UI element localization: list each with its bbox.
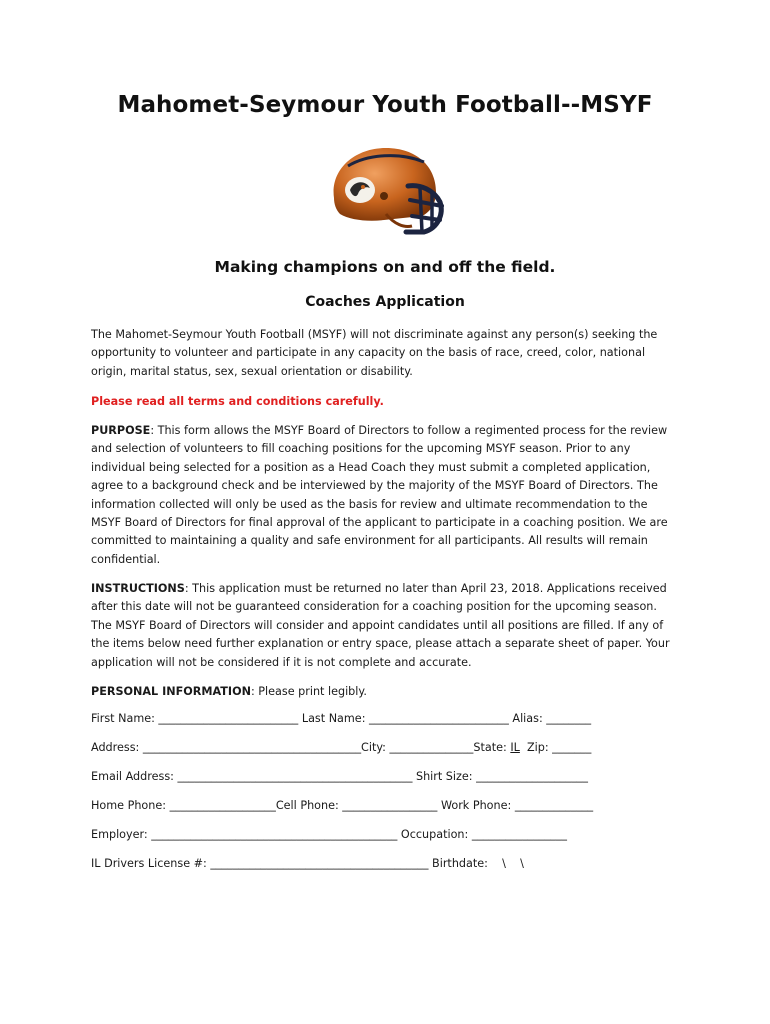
state-value: IL [510, 741, 520, 754]
purpose-paragraph [91, 422, 681, 569]
email-shirt-fields-row[interactable]: Email Address: __________________________________________ Shirt Size: ____________________ [91, 770, 588, 783]
nondiscrimination-paragraph: The Mahomet-Seymour Youth Football (MSYF) will not discriminate against any person(s) seeking the opportunity to volunteer and participate in any capacity on the basis of race, creed, color, national origin, marital status, sex, sexual orientation or disability. [91, 328, 658, 378]
instructions-label: INSTRUCTIONS [91, 582, 185, 595]
purpose-label: PURPOSE [91, 424, 151, 437]
form-subtitle: Coaches Application [305, 294, 465, 310]
personal-info-heading [91, 683, 681, 701]
personal-info-label: PERSONAL INFORMATION [91, 685, 251, 698]
employer-fields-row[interactable]: Employer: ____________________________________________ Occupation: _________________ [91, 828, 567, 841]
zip-field[interactable]: Zip: _______ [519, 741, 592, 754]
license-birthdate-fields-row[interactable]: IL Drivers License #: _______________________________________ Birthdate: \ \ [91, 857, 524, 870]
page-title: Mahomet-Seymour Youth Football--MSYF [117, 92, 653, 118]
purpose-text: : This form allows the MSYF Board of Directors to follow a regimented process for the review and selection of volunteers to fill coaching positions for the upcoming MSYF season. Prior to any individual being selected for a position as a Head Coach they must submit a completed application, agree to a background check and be interviewed by the majority of the MSYF Board of Directors. The information collected will only be used as the basis for review and ultimate recommendation to the MSYF Board of Directors for final approval of the applicant to participate in a coaching position. We are committed to maintaining a quality and safe environment for all participants. All results will remain confidential. [91, 424, 668, 566]
address-fields-row[interactable] [91, 741, 691, 754]
phone-fields-row[interactable]: Home Phone: ___________________Cell Phone: _________________ Work Phone: ______________ [91, 799, 594, 812]
personal-info-text: : Please print legibly. [250, 685, 367, 698]
address-city-fields[interactable]: Address: _______________________________________City: _______________State: [91, 741, 511, 754]
terms-warning: Please read all terms and conditions carefully. [91, 395, 384, 408]
name-fields-row[interactable]: First Name: _________________________ Last Name: _________________________ Alias: ________ [91, 712, 592, 725]
instructions-text: : This application must be returned no later than April 23, 2018. Applications received after this date will not be guaranteed consideration for a coaching position for the upcoming season. The MSYF Board of Directors will consider and appoint candidates until all positions are filled. If any of the items below need further explanation or entry space, please attach a separate sheet of paper. Your application will not be considered if it is not complete and accurate. [91, 582, 670, 669]
tagline: Making champions on and off the field. [214, 258, 556, 276]
instructions-paragraph [91, 580, 681, 672]
football-helmet-icon [324, 140, 448, 240]
